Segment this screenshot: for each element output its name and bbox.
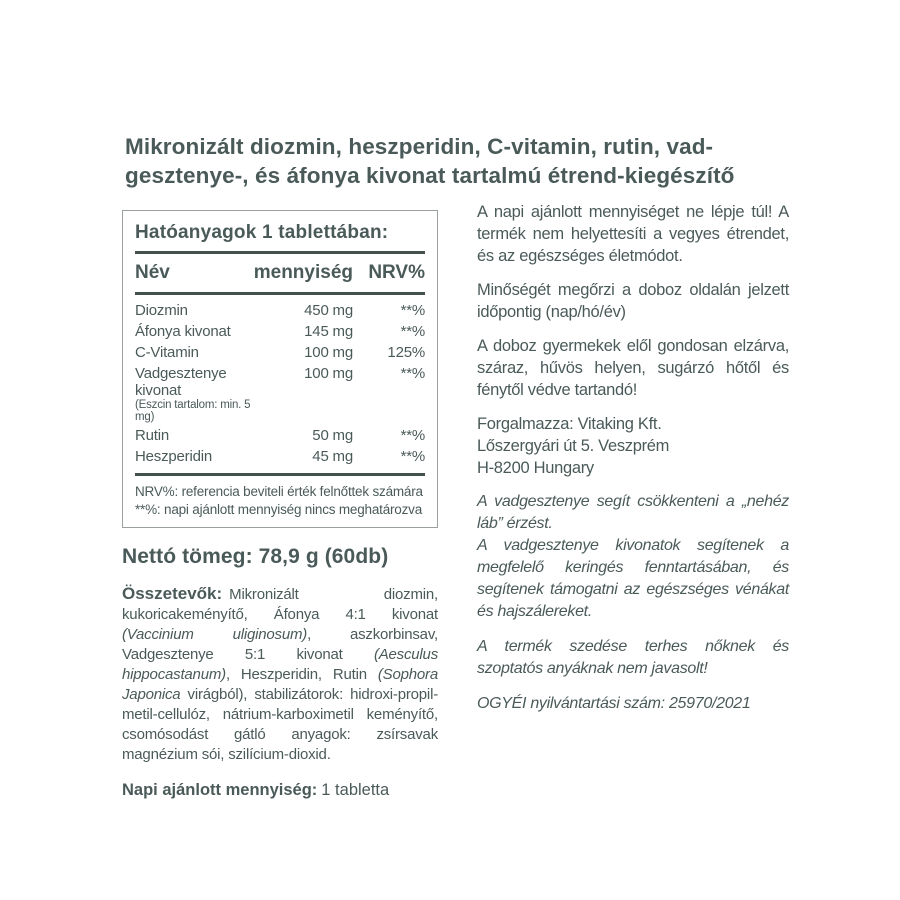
ingredient-amount: 100 mg	[304, 365, 353, 382]
ingredient-nrv: **%	[400, 427, 425, 444]
column-header-amount: mennyiség	[253, 262, 353, 283]
daily-dose-value: 1 tabletta	[321, 781, 390, 799]
ingredient-name: C-Vitamin	[135, 344, 199, 361]
ingredients-text: Mikronizált diozmin, kukoricakeményítő, Áfonya 4:1 kivonat	[122, 586, 438, 623]
product-title	[125, 132, 815, 190]
column-header-name: Név	[135, 262, 170, 283]
ingredients-text: virágból), stabilizátorok: hidroxi-propil-metil-cellulóz, nátrium-karboximetil keményítő, csomósodást gátló anyagok: zsírsavak magnézium sói, szilícium-dioxid.	[122, 686, 438, 763]
table-row	[135, 363, 425, 425]
left-column	[122, 210, 438, 800]
table-title: Hatóanyagok 1 tablettában:	[135, 222, 389, 243]
distributor-country: H-8200 Hungary	[477, 459, 594, 477]
ingredient-name: Vadgesztenye kivonat	[135, 365, 227, 399]
storage-warning: A doboz gyermekek elől gondosan elzárva, száraz, hűvös helyen, sugárzó hőtől és fénytől védve tartandó!	[477, 337, 789, 399]
ingredient-name: Heszperidin	[135, 448, 213, 465]
ingredient-amount: 100 mg	[304, 344, 353, 361]
ingredient-amount: 450 mg	[304, 302, 353, 319]
daily-dose	[122, 781, 438, 800]
distributor-info	[477, 413, 789, 479]
ingredients-paragraph	[122, 584, 438, 765]
table-footnotes	[135, 483, 425, 518]
product-title-line-1: Mikronizált diozmin, heszperidin, C-vitamin, rutin, vad-	[125, 134, 714, 159]
right-column	[477, 201, 789, 728]
table-row	[135, 342, 425, 363]
footnote-asterisk: **%: napi ajánlott mennyiség nincs meghatározva	[135, 501, 423, 517]
table-row	[135, 425, 425, 446]
warning-daily-limit: A napi ajánlott mennyiséget ne lépje túl! A termék nem helyettesíti a vegyes étrendet, és az egészséges életmódot.	[477, 203, 789, 265]
latin-name-sophora: (Sophora Japonica	[122, 666, 438, 703]
ingredient-amount: 45 mg	[312, 448, 353, 465]
product-title-line-2: gesztenye-, és áfonya kivonat tartalmú étrend-kiegészítő	[125, 163, 735, 188]
latin-name-vaccinium: (Vaccinium uliginosum)	[122, 626, 308, 643]
ingredient-nrv: **%	[400, 365, 425, 382]
ingredients-text: , Heszperidin, Rutin	[225, 666, 378, 683]
ingredient-nrv: **%	[400, 302, 425, 319]
ingredient-name-with-note	[135, 365, 253, 423]
footnote-nrv: NRV%: referencia beviteli érték felnőttek számára	[135, 484, 423, 499]
ingredient-amount: 50 mg	[312, 427, 353, 444]
net-weight: Nettó tömeg: 78,9 g (60db)	[122, 545, 389, 568]
registration-number: OGYÉI nyilvántartási szám: 25970/2021	[477, 695, 751, 712]
quality-note: Minőségét megőrzi a doboz oldalán jelzett időpontig (nap/hó/év)	[477, 281, 789, 321]
claim-heavy-legs: A vadgesztenye segít csökkenteni a „nehéz láb” érzést.	[477, 493, 789, 532]
ingredient-name: Rutin	[135, 427, 170, 444]
distributor-street: Lőszergyári út 5. Veszprém	[477, 437, 670, 455]
ingredient-nrv: **%	[400, 448, 425, 465]
claim-circulation: A vadgesztenye kivonatok segítenek a megfelelő keringés fenntartásában, és segítenek támogatni az egészséges vénákat és hajszálereket.	[477, 537, 789, 620]
ingredient-nrv: **%	[400, 323, 425, 340]
supplement-facts-table	[122, 210, 438, 528]
table-row	[135, 300, 425, 321]
latin-name-aesculus: (Aesculus hippocastanum)	[122, 646, 438, 683]
table-rule-bottom	[135, 473, 425, 476]
daily-dose-label: Napi ajánlott mennyiség:	[122, 781, 318, 799]
table-row	[135, 321, 425, 342]
table-row	[135, 446, 425, 467]
ingredient-nrv: 125%	[387, 344, 425, 361]
table-body	[135, 295, 425, 473]
column-header-nrv: NRV%	[368, 262, 425, 283]
distributor-name: Forgalmazza: Vitaking Kft.	[477, 415, 662, 433]
ingredients-label: Összetevők:	[122, 584, 223, 603]
table-header-row	[135, 254, 425, 292]
ingredient-name: Áfonya kivonat	[135, 323, 231, 340]
ingredient-amount: 145 mg	[304, 323, 353, 340]
ingredient-note: (Eszcin tartalom: min. 5 mg)	[135, 399, 251, 423]
pregnancy-warning: A termék szedése terhes nőknek és szoptatós anyáknak nem javasolt!	[477, 638, 789, 677]
ingredients-text: , aszkorbinsav, Vadgesztenye 5:1 kivonat	[122, 626, 438, 663]
ingredient-name: Diozmin	[135, 302, 188, 319]
